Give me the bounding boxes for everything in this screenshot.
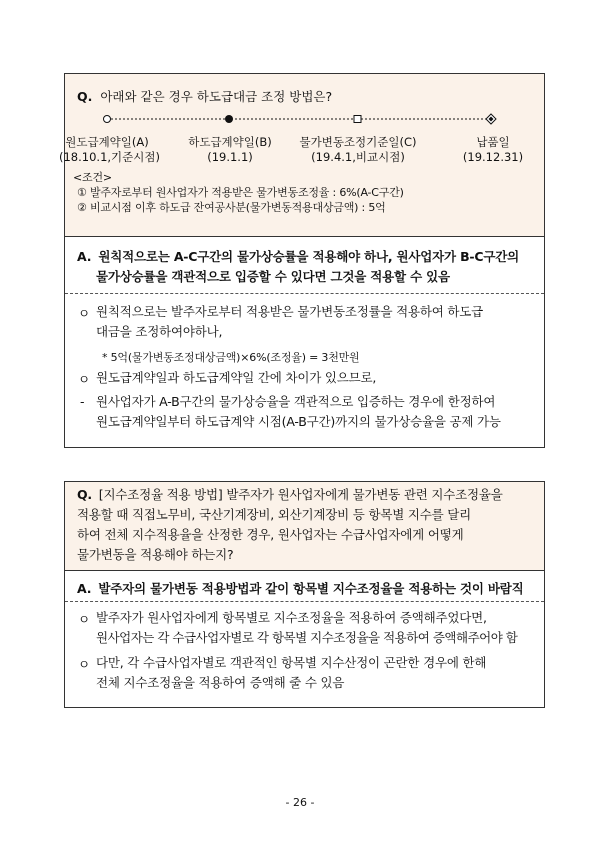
page-number: - 26 -: [285, 796, 315, 809]
q-prefix: Q.: [77, 89, 93, 104]
bullet-symbol: ㅇ: [78, 657, 91, 672]
answer-line-2: 물가상승률을 객관적으로 입증할 수 있다면 그것을 적용할 수 있음: [96, 269, 450, 284]
a-prefix: A.: [77, 249, 92, 264]
question-2-line-1: Q. [지수조정율 적용 방법] 발주자가 원사업자에게 물가변동 관련 지수조정율을: [77, 487, 503, 502]
qa-box-1: [59, 73, 545, 448]
q2-bullet-2-line-1: 다만, 각 수급사업자별로 객관적인 항목별 지수산정이 곤란한 경우에 한해: [96, 655, 487, 670]
answer-2-text: 발주자의 물가변동 적용방법과 같이 항목별 지수조정율을 적용하는 것이 바람직: [98, 581, 524, 596]
timeline-label-a: 원도급계약일(A) (18.10.1,기준시점): [59, 135, 160, 164]
condition-1: ① 발주자로부터 원사업자가 적용받은 물가변동조정율 : 6%(A-C구간): [77, 186, 404, 199]
bullet-1-line-2: 대금을 조정하여야하나,: [96, 324, 223, 339]
dash-line-2: 원도급계약일부터 하도급계약 시점(A-B구간)까지의 물가상승율을 공제 가능: [96, 414, 501, 429]
q2-bullet-1-line-2: 원사업자는 각 수급사업자별로 각 항목별 지수조정율을 적용하여 증액해주어야 함: [96, 630, 518, 645]
bullet-1-line-1: 원칙적으로는 발주자로부터 적용받은 물가변동조정률을 적용하여 하도급: [96, 304, 483, 319]
timeline-label-b: 하도급계약일(B) (19.1.1): [188, 135, 272, 164]
condition-2: ② 비교시점 이후 하도급 잔여공사분(물가변동적용대상금액) : 5억: [77, 201, 386, 214]
answer-2: [77, 579, 545, 599]
bullet-symbol: ㅇ: [78, 612, 91, 627]
question-section-2: [65, 482, 544, 570]
dash-line-1: 원사업자가 A-B구간의 물가상승율을 객관적으로 입증하는 경우에 한정하여: [96, 394, 496, 409]
timeline-label-d: 납품일 (19.12.31): [462, 135, 524, 164]
filled-circle-marker: [225, 115, 233, 123]
question-2-line-4: 물가변동을 적용해야 하는지?: [77, 547, 234, 562]
bullet-symbol: ㅇ: [78, 372, 91, 387]
open-circle-marker: [104, 116, 111, 123]
q2-bullet-1-line-1: 발주자가 원사업자에게 항목별로 지수조정율을 적용하여 증액해주었다면,: [96, 610, 487, 625]
q2-bullet-2-line-2: 전체 지수조정율을 적용하여 증액해 줄 수 있음: [96, 675, 345, 690]
bullet-2: 원도급계약일과 하도급계약일 간에 차이가 있으므로,: [96, 370, 377, 385]
calc-note: * 5억(물가변동조정대상금액)×6%(조정율) = 3천만원: [102, 351, 360, 364]
question-text: 아래와 같은 경우 하도급대금 조정 방법은?: [100, 89, 333, 104]
answer-1: [77, 247, 545, 267]
timeline: [65, 111, 544, 131]
answer-line-1: 원칙적으로는 A-C구간의 물가상승률을 적용해야 하나, 원사업자가 B-C구간의: [98, 249, 519, 264]
question-2-line-2: 적용할 때 직접노무비, 국산기계장비, 외산기계장비 등 항목별 지수를 달리: [77, 507, 471, 522]
open-square-marker: [354, 116, 361, 123]
question-title: [77, 87, 332, 106]
qa-box-2: [64, 481, 545, 708]
a-prefix: A.: [77, 581, 92, 596]
bullet-symbol: ㅇ: [78, 306, 91, 321]
conditions-title: <조건>: [73, 171, 112, 184]
question-section-1: [59, 74, 544, 236]
dash-symbol: -: [80, 394, 85, 409]
q-prefix: Q.: [77, 487, 92, 502]
timeline-label-c: 물가변동조정기준일(C) (19.4.1,비교시점): [299, 135, 417, 164]
question-2-line-3: 하여 전체 지수적용율을 산정한 경우, 원사업자는 수급사업자에게 어떻게: [77, 527, 464, 542]
